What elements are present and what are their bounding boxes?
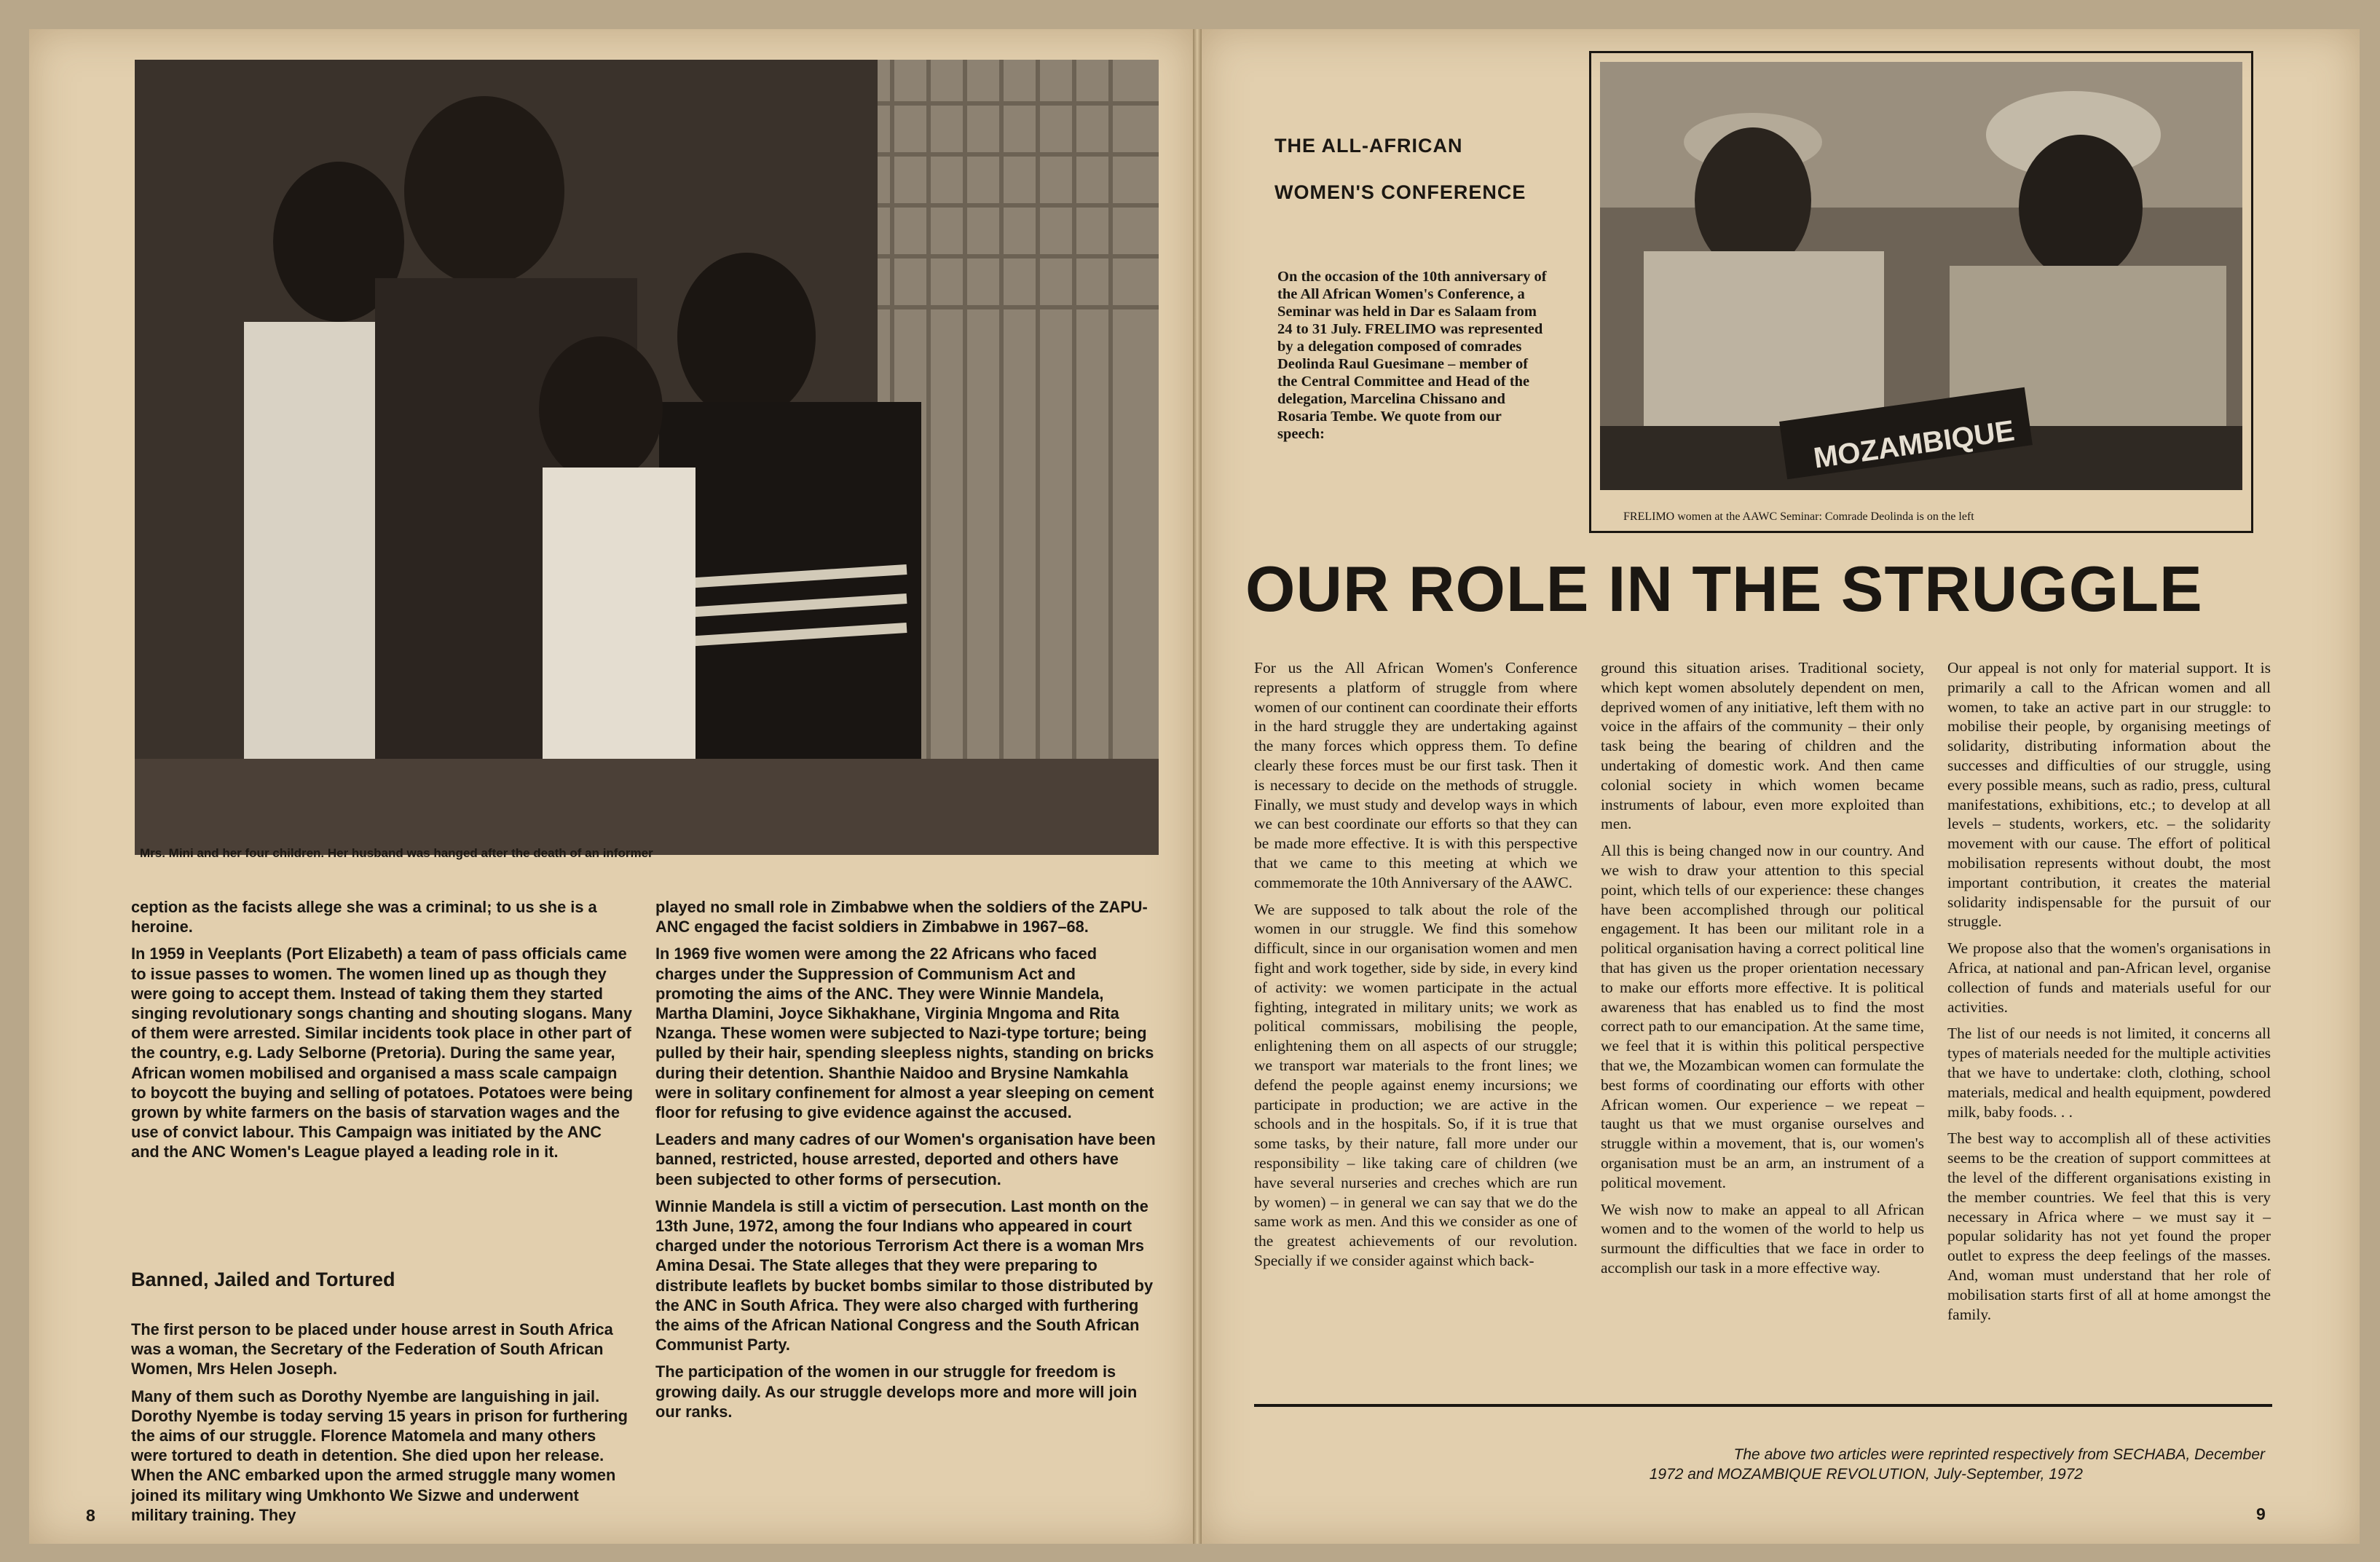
- divider-rule: [1254, 1404, 2272, 1407]
- seminar-photo-caption: FRELIMO women at the AAWC Seminar: Comrade Deolinda is on the left: [1623, 510, 1974, 523]
- credit-line: 1972 and MOZAMBIQUE REVOLUTION, July-September, 1972: [1649, 1466, 2083, 1483]
- right-column-3: [1947, 658, 2271, 1331]
- paragraph: The best way to accomplish all of these activities seems to be the creation of support committees at the level of the different organisations existing in the member countries. We feel that this is very necessary in Africa where – we must say it – popular solidarity has not yet found the proper outlet to express the deep feelings of the masses. And, woman must understand that her role of mobilisation starts first of all at home amongst the family.: [1947, 1129, 2271, 1323]
- paragraph: Leaders and many cadres of our Women's organisation have been banned, restricted, house arrested, deported and others have been subjected to other forms of persecution.: [655, 1130, 1156, 1188]
- left-column-1: [131, 897, 634, 1169]
- page-number: 8: [86, 1506, 95, 1525]
- seminar-photo-image: [1600, 62, 2242, 490]
- paragraph: In 1959 in Veeplants (Port Elizabeth) a team of pass officials came to issue passes to women. The women lined up as though they were going to accept them. Instead of taking them they started singing revolutionary songs chanting and shouting slogans. Many of them were arrested. Similar incidents took place in other part of the country, e.g. Lady Selborne (Pretoria). During the same year, African women mobilised and organised a mass scale campaign to boycott the buying and selling of potatoes. Potatoes were being grown by white farmers on the basis of starvation wages and the use of convict labour. This Campaign was initiated by the ANC and the ANC Women's League played a leading role in it.: [131, 944, 634, 1161]
- paragraph: ception as the facists allege she was a criminal; to us she is a heroine.: [131, 898, 597, 936]
- paragraph: We propose also that the women's organisations in Africa, at national and pan-African level, organise collection of funds and materials useful for our activities.: [1947, 939, 2271, 1016]
- paragraph: The list of our needs is not limited, it concerns all types of materials needed for the multiple activities that we have to undertake: cloth, clothing, school materials, medical and health equipment, powdered milk, baby foods. . .: [1947, 1025, 2271, 1121]
- intro-paragraph: On the occasion of the 10th anniversary of the All African Women's Conference, a Seminar was held in Dar es Salaam from 24 to 31 July. FRELIMO was represented by a delegation composed of comrades Deolinda Raul Guesimane – member of the Central Committee and Head of the delegation, Marcelina Chissano and Rosaria Tembe. We quote from our speech:: [1277, 269, 1547, 442]
- magazine-spine: [1193, 29, 1202, 1544]
- credit-line: The above two articles were reprinted respectively from SECHABA, December: [1733, 1446, 2265, 1463]
- paragraph: The first person to be placed under house arrest in South Africa was a woman, the Secretary of the Federation of South African Women, Mrs Helen Joseph.: [131, 1320, 613, 1378]
- paragraph: In 1969 five women were among the 22 Africans who faced charges under the Suppression of Communism Act and promoting the aims of the ANC. They were Winnie Mandela, Martha Dlamini, Joyce Sikhakhane, Virginia Mngoma and Rita Nzanga. These women were subjected to Nazi-type torture; being pulled by their hair, spending sleepless nights, standing on bricks during their detention. Shanthie Naidoo and Brysine Namkahla were in solitary confinement for almost a year sleeping on cement floor for refusing to give evidence against the accused.: [655, 944, 1154, 1122]
- family-photo: [135, 60, 1159, 855]
- section-heading: Banned, Jailed and Tortured: [131, 1269, 395, 1290]
- right-column-2: [1601, 658, 1924, 1285]
- paragraph: played no small role in Zimbabwe when the soldiers of the ZAPU-ANC engaged the facist soldiers in Zimbabwe in 1967–68.: [655, 898, 1148, 936]
- paragraph: For us the All African Women's Conference represents a platform of struggle from where women of our continent can coordinate their efforts in the hard struggle they are undertaking against the many forces which oppress them. To define clearly these forces must be our first task. Then it is necessary to decide on the methods of struggle. Finally, we must study and develop ways in which we can best coordinate our efforts so that they can be made more effective. It is with this perspective that we came to this meeting at which we commemorate the 10th Anniversary of the AAWC.: [1254, 659, 1577, 891]
- seminar-photo-frame: [1589, 51, 2253, 533]
- page-number: 9: [2256, 1504, 2266, 1523]
- family-photo-image: [135, 60, 1159, 855]
- paragraph: ground this situation arises. Traditional society, which kept women absolutely dependent on men, deprived women of any initiative, left them with no voice in the affairs of the community – their only task being the bearing of children and the undertaking of domestic work. And then came colonial society in which women became instruments of labour, even more exploited than men.: [1601, 659, 1924, 833]
- left-column-1-continued: [131, 1320, 634, 1532]
- paragraph: The participation of the women in our struggle for freedom is growing daily. As our struggle develops more and more will join our ranks.: [655, 1362, 1138, 1421]
- right-page: [1202, 29, 2360, 1544]
- paragraph: We are supposed to talk about the role of the women in our struggle. We find this somehow difficult, since in our organisation women and men fight and work together, side by side, in every kind of activity: we women participate in the actual fighting, integrated in military units; we work as political commissars, mobilising the people, enlightening them on all aspects of our struggle; we transport war materials to the front lines; we defend the people against enemy incursions; we participate in production; we are active in the schools and in the hospitals. So, if it is true that some tasks, by their nature, fall more under our responsibility – like taking care of children (we have several nurseries and creches which are run by women) – in general we can say that we do the same work as men. And this we consider as one of the greatest achievements of our revolution. Specially if we consider against which back-: [1254, 900, 1577, 1269]
- left-page: [29, 29, 1193, 1544]
- right-column-1: [1254, 658, 1577, 1278]
- paragraph: We wish now to make an appeal to all African women and to the women of the world to help us surmount the difficulties that we face in order to accomplish our task in a more effective way.: [1601, 1200, 1924, 1277]
- paragraph: Our appeal is not only for material support. It is primarily a call to the African women and all women, to take an active part in our struggle: to mobilise their people, by organising meetings of solidarity, distributing information about the successes and difficulties of our struggle, using every possible means, such as radio, press, cultural manifestations, exhibitions, etc.; to develop at all levels – students, workers, etc. – the solidarity movement with our cause. The effort of political mobilisation represents without doubt, the most important contribution, it creates the material solidarity indispensable for the pursuit of our struggle.: [1947, 659, 2271, 931]
- photo-caption: Mrs. Mini and her four children. Her husband was hanged after the death of an informer: [140, 846, 653, 860]
- seminar-sign-text: MOZAMBIQUE: [1811, 414, 2017, 475]
- kicker-line: THE ALL-AFRICAN: [1274, 135, 1463, 157]
- paragraph: All this is being changed now in our country. And we wish to draw your attention to this special point, which tells of our experience: these changes have been accomplished through our political engagement. It has been our militant role in a political organisation having a correct political line that has given us the proper orientation necessary to make our efforts more effective. It is political awareness that has enabled us to find the most correct path to our emancipation. At the same time, we feel that it is within this political perspective that we, the Mozambican women can formulate the best forms of coordinating our efforts with other African women. Our experience – we repeat – taught us that we must organise ourselves and struggle within a movement, that is, our women's organisation must be an arm, an instrument of a political movement.: [1601, 842, 1924, 1191]
- kicker-title: [1274, 122, 1526, 216]
- paragraph: Many of them such as Dorothy Nyembe are languishing in jail. Dorothy Nyembe is today serving 15 years in prison for furthering the aims of our struggle. Florence Matomela and many others were tortured to death in detention. She died upon her release. When the ANC embarked upon the armed struggle many women joined its military wing Umkhonto We Sizwe and underwent military training. They: [131, 1387, 628, 1524]
- article-headline: OUR ROLE IN THE STRUGGLE: [1245, 553, 2203, 625]
- left-column-2: [655, 897, 1158, 1429]
- reprint-credit: [1639, 1445, 2265, 1484]
- kicker-line: WOMEN'S CONFERENCE: [1274, 181, 1526, 203]
- paragraph: Winnie Mandela is still a victim of persecution. Last month on the 13th June, 1972, among the four Indians who appeared in court charged under the notorious Terrorism Act there is a woman Mrs Amina Desai. The State alleges that they were preparing to distribute leaflets by bucket bombs similar to those distributed by the ANC in South Africa. They were also charged with furthering the aims of the African National Congress and the South African Communist Party.: [655, 1196, 1154, 1354]
- seminar-photo: [1600, 62, 2242, 490]
